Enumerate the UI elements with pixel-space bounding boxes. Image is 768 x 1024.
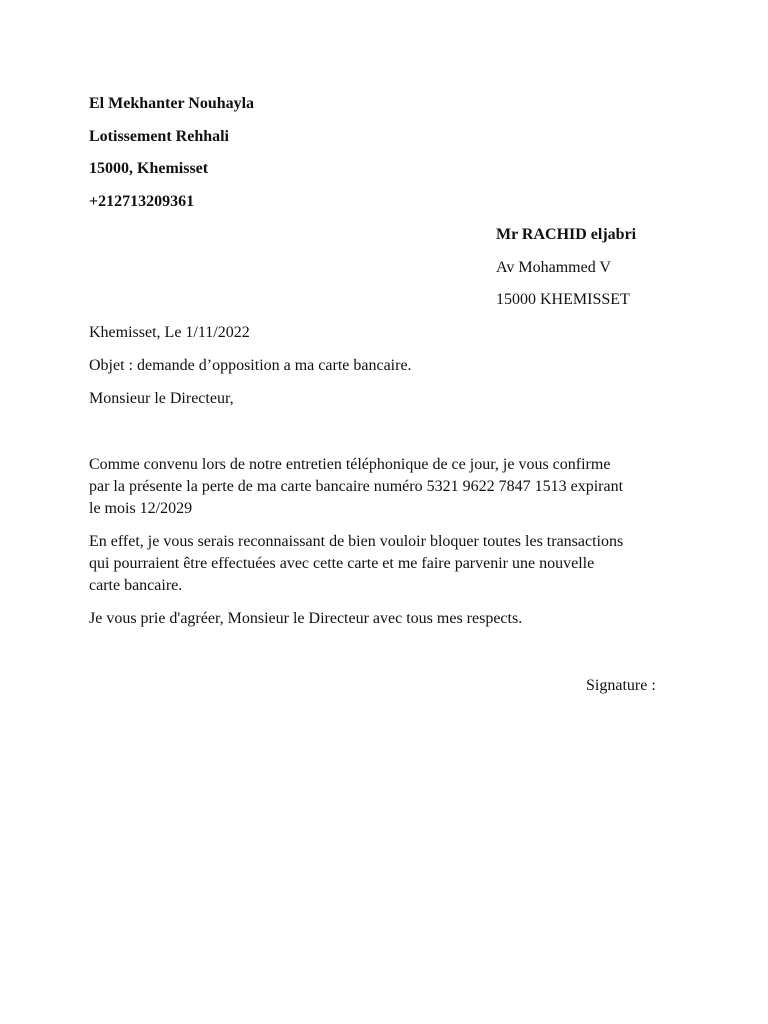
sender-phone: +212713209361	[89, 193, 195, 210]
body-paragraph-2	[89, 531, 689, 597]
paragraph-line: le mois 12/2029	[89, 500, 193, 517]
paragraph-line: Comme convenu lors de notre entretien téléphonique de ce jour, je vous confirme	[89, 456, 611, 473]
recipient-name: Mr RACHID eljabri	[496, 226, 637, 243]
date-line: Khemisset, Le 1/11/2022	[89, 324, 250, 341]
body-paragraph-1	[89, 454, 689, 520]
sender-city: 15000, Khemisset	[89, 160, 209, 177]
sender-street: Lotissement Rehhali	[89, 128, 229, 145]
salutation: Monsieur le Directeur,	[89, 390, 234, 407]
sender-name: El Mekhanter Nouhayla	[89, 95, 255, 112]
paragraph-line: qui pourraient être effectuées avec cette carte et me faire parvenir une nouvelle	[89, 555, 595, 572]
closing-line: Je vous prie d'agréer, Monsieur le Directeur avec tous mes respects.	[89, 610, 523, 627]
paragraph-line: En effet, je vous serais reconnaissant de bien vouloir bloquer toutes les transactions	[89, 533, 624, 550]
recipient-city: 15000 KHEMISSET	[496, 291, 630, 308]
subject-line: Objet : demande d’opposition a ma carte bancaire.	[89, 357, 412, 374]
signature-label: Signature :	[586, 677, 656, 694]
paragraph-line: carte bancaire.	[89, 577, 183, 594]
recipient-street: Av Mohammed V	[496, 259, 611, 276]
paragraph-line: par la présente la perte de ma carte bancaire numéro 5321 9622 7847 1513 expirant	[89, 478, 624, 495]
